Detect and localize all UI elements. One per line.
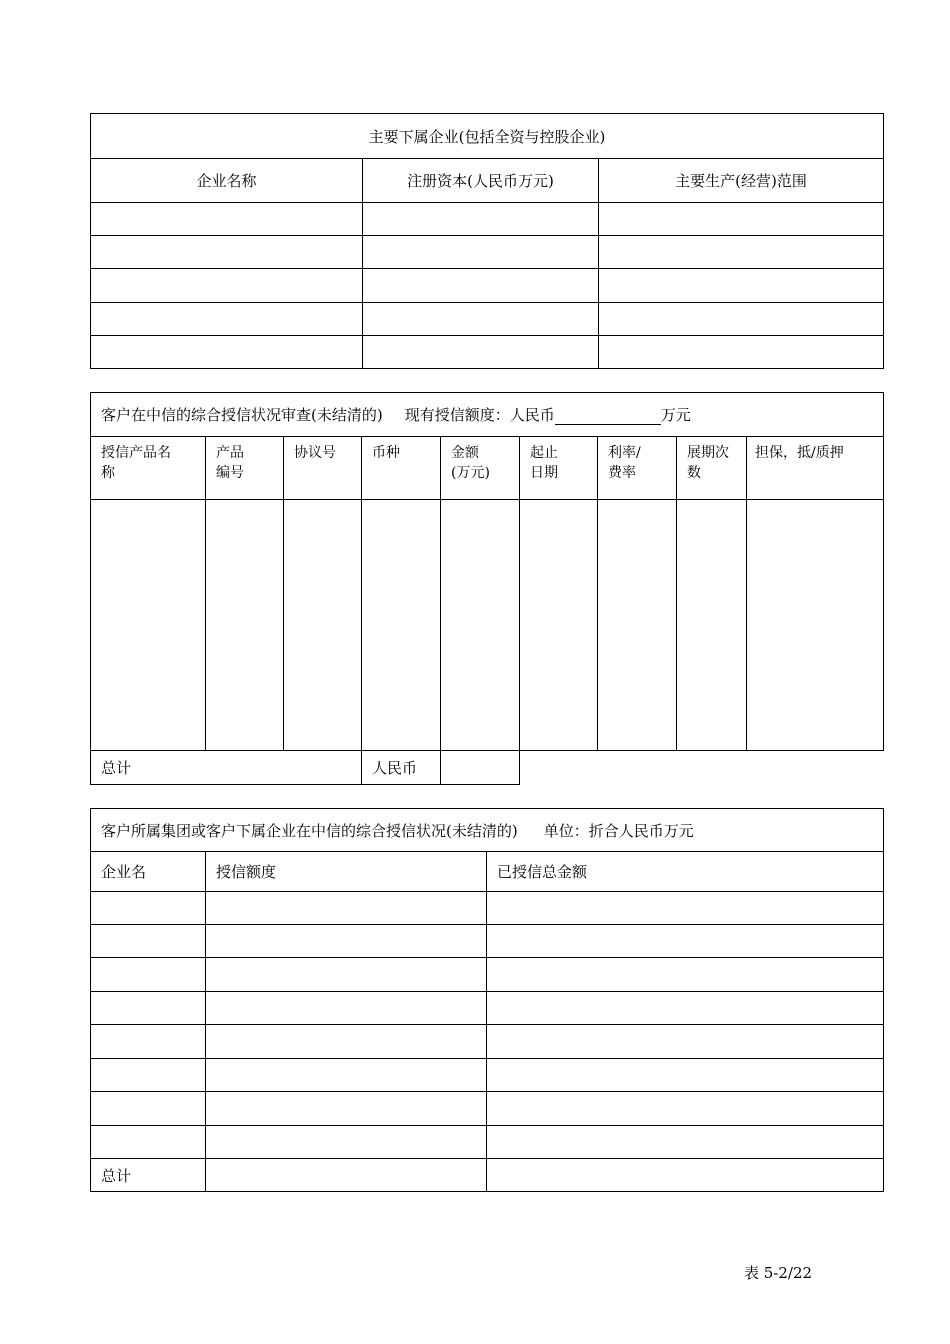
input-cell[interactable]	[206, 992, 487, 1025]
input-cell[interactable]	[91, 1126, 206, 1159]
credit-total-currency: 人民币	[362, 751, 441, 785]
header-registered-capital: 注册资本(人民币万元)	[363, 159, 599, 203]
table-row	[91, 1059, 884, 1092]
table-row	[91, 958, 884, 992]
input-cell[interactable]	[363, 236, 599, 269]
input-cell[interactable]	[363, 336, 599, 369]
input-cell[interactable]	[487, 992, 884, 1025]
header-currency: 币种	[362, 437, 441, 500]
input-cell[interactable]	[206, 925, 487, 958]
table-row	[91, 500, 884, 751]
input-cell[interactable]	[91, 925, 206, 958]
input-cell[interactable]	[487, 925, 884, 958]
input-cell[interactable]	[91, 1025, 206, 1059]
input-cell[interactable]	[599, 303, 884, 336]
header-credit-limit: 授信额度	[206, 852, 487, 892]
input-cell[interactable]	[206, 1059, 487, 1092]
input-cell[interactable]	[206, 1126, 487, 1159]
input-cell[interactable]	[91, 269, 363, 303]
input-cell[interactable]	[363, 203, 599, 236]
table-row	[91, 236, 884, 269]
group-credit-title-row	[91, 809, 884, 852]
input-cell[interactable]	[91, 1059, 206, 1092]
input-cell[interactable]	[520, 500, 598, 751]
table-row	[91, 992, 884, 1025]
input-cell[interactable]	[206, 1025, 487, 1059]
header-company: 企业名	[91, 852, 206, 892]
header-company-name: 企业名称	[91, 159, 363, 203]
header-granted-total: 已授信总金额	[487, 852, 884, 892]
input-cell[interactable]	[91, 958, 206, 992]
input-cell[interactable]	[363, 303, 599, 336]
input-cell[interactable]	[91, 236, 363, 269]
table-row	[91, 336, 884, 369]
input-cell[interactable]	[206, 958, 487, 992]
table-row	[91, 892, 884, 925]
input-cell[interactable]	[487, 958, 884, 992]
group-total-label: 总计	[91, 1159, 206, 1192]
input-cell[interactable]	[599, 236, 884, 269]
header-dates: 起止 日期	[520, 437, 598, 500]
input-cell[interactable]	[363, 269, 599, 303]
group-credit-title: 客户所属集团或客户下属企业在中信的综合授信状况(未结清的)	[101, 821, 518, 840]
input-cell[interactable]	[362, 500, 441, 751]
input-cell[interactable]	[599, 269, 884, 303]
input-cell[interactable]	[91, 500, 206, 751]
credit-review-title-row	[91, 393, 884, 437]
input-cell[interactable]	[284, 500, 362, 751]
header-product-code: 产品 编号	[206, 437, 284, 500]
input-cell[interactable]	[91, 336, 363, 369]
input-cell[interactable]	[91, 892, 206, 925]
header-business-scope: 主要生产(经营)范围	[599, 159, 884, 203]
input-cell[interactable]	[441, 500, 520, 751]
group-credit-unit: 单位：折合人民币万元	[543, 821, 694, 840]
input-cell[interactable]	[91, 992, 206, 1025]
header-extensions: 展期次 数	[677, 437, 747, 500]
input-cell[interactable]	[91, 303, 363, 336]
input-cell[interactable]	[206, 500, 284, 751]
input-cell[interactable]	[487, 1059, 884, 1092]
header-collateral: 担保，抵/质押	[747, 437, 884, 500]
input-cell[interactable]	[599, 203, 884, 236]
credit-review-table	[90, 392, 884, 785]
header-product-name: 授信产品名 称	[91, 437, 206, 500]
table-row	[91, 203, 884, 236]
input-cell[interactable]	[487, 892, 884, 925]
credit-total-label: 总计	[91, 751, 362, 785]
input-cell[interactable]	[206, 1092, 487, 1126]
header-rate: 利率/ 费率	[598, 437, 677, 500]
input-cell[interactable]	[677, 500, 747, 751]
table-row	[91, 269, 884, 303]
credit-total-input[interactable]	[441, 751, 520, 785]
subsidiaries-table	[90, 113, 884, 369]
subsidiaries-title: 主要下属企业(包括全资与控股企业)	[91, 114, 884, 159]
input-cell[interactable]	[598, 500, 677, 751]
credit-review-title: 客户在中信的综合授信状况审查(未结清的)	[101, 406, 383, 424]
page-reference: 表 5-2/22	[744, 1264, 813, 1282]
input-cell[interactable]	[206, 892, 487, 925]
input-cell[interactable]	[91, 203, 363, 236]
group-credit-table	[90, 808, 884, 1192]
input-cell[interactable]	[487, 1126, 884, 1159]
input-cell[interactable]	[487, 1159, 884, 1192]
header-amount: 金额 (万元)	[441, 437, 520, 500]
input-cell[interactable]	[747, 500, 884, 751]
input-cell[interactable]	[487, 1092, 884, 1126]
existing-credit-label: 现有授信额度：人民币	[404, 406, 555, 424]
input-cell[interactable]	[91, 1092, 206, 1126]
table-row	[91, 1092, 884, 1126]
table-row	[91, 925, 884, 958]
input-cell[interactable]	[487, 1025, 884, 1059]
input-cell[interactable]	[206, 1159, 487, 1192]
existing-credit-input[interactable]	[555, 408, 661, 425]
input-cell[interactable]	[599, 336, 884, 369]
table-row	[91, 303, 884, 336]
table-row	[91, 1025, 884, 1059]
table-row	[91, 1126, 884, 1159]
existing-credit-unit: 万元	[660, 406, 691, 424]
header-agreement-no: 协议号	[284, 437, 362, 500]
